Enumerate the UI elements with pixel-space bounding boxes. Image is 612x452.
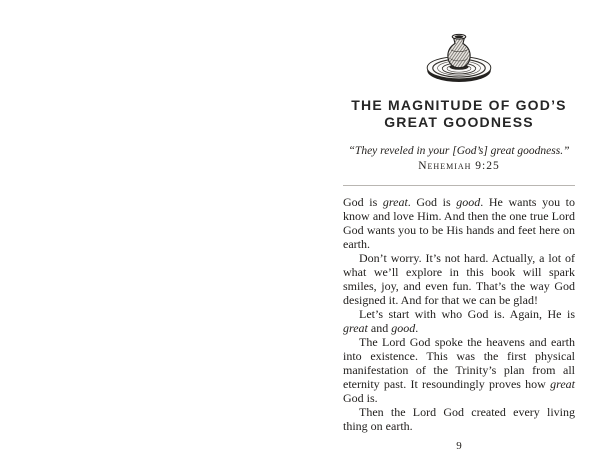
body-text-italic-segment: great <box>382 194 408 209</box>
body-paragraph <box>343 195 575 251</box>
page-number: 9 <box>456 439 462 452</box>
clay-pot-icon <box>419 26 499 88</box>
blank-left-page <box>0 0 306 432</box>
chapter-title-line-2: GREAT GOODNESS <box>384 113 534 130</box>
body-text-italic-segment: good <box>456 194 481 209</box>
chapter-opener-page <box>306 0 612 452</box>
body-text-segment: . God is <box>407 194 457 209</box>
body-text-italic-segment: good <box>391 320 416 335</box>
divider-rule <box>343 185 575 186</box>
body-text-segment: Don’t worry. It’s not hard. Actually, a lot of what we’ll explore in this book will spark smiles, joy, and even fun. That’s the way God designed it. And for that we can be glad! <box>343 250 575 307</box>
body-paragraph <box>343 335 575 405</box>
body-text <box>343 195 575 433</box>
body-text-segment: Then the Lord God created every living thing on earth. <box>343 404 575 433</box>
body-paragraph <box>343 307 575 335</box>
body-text-segment: The Lord God spoke the heavens and earth into existence. This was the first physical manifestation of the Trinity’s plan from all eternity past. It resoundingly proves how <box>343 334 575 391</box>
body-text-segment: . <box>415 320 419 335</box>
body-text-italic-segment: great <box>550 376 575 391</box>
chapter-title-line-1: THE MAGNITUDE OF GOD’S <box>351 97 567 113</box>
body-text-italic-segment: great <box>343 320 368 335</box>
body-text-segment: Let’s start with who God is. Again, He is <box>359 306 575 321</box>
body-text-segment: . He wants you to know and love Him. And then the one true Lord God wants you to be His hands and feet here on earth. <box>343 194 576 251</box>
body-paragraph <box>343 251 575 307</box>
pottery-wheel-illustration <box>343 26 575 88</box>
page-content-column <box>343 0 575 452</box>
epigraph-quote: “They reveled in your [God’s] great goodness.” <box>348 144 570 157</box>
epigraph-reference: Nehemiah 9:25 <box>418 159 500 172</box>
body-text-segment: God is <box>343 194 383 209</box>
chapter-title <box>343 97 575 131</box>
body-text-segment: God is. <box>343 390 378 405</box>
body-paragraph <box>343 405 575 433</box>
body-text-segment: and <box>367 320 392 335</box>
